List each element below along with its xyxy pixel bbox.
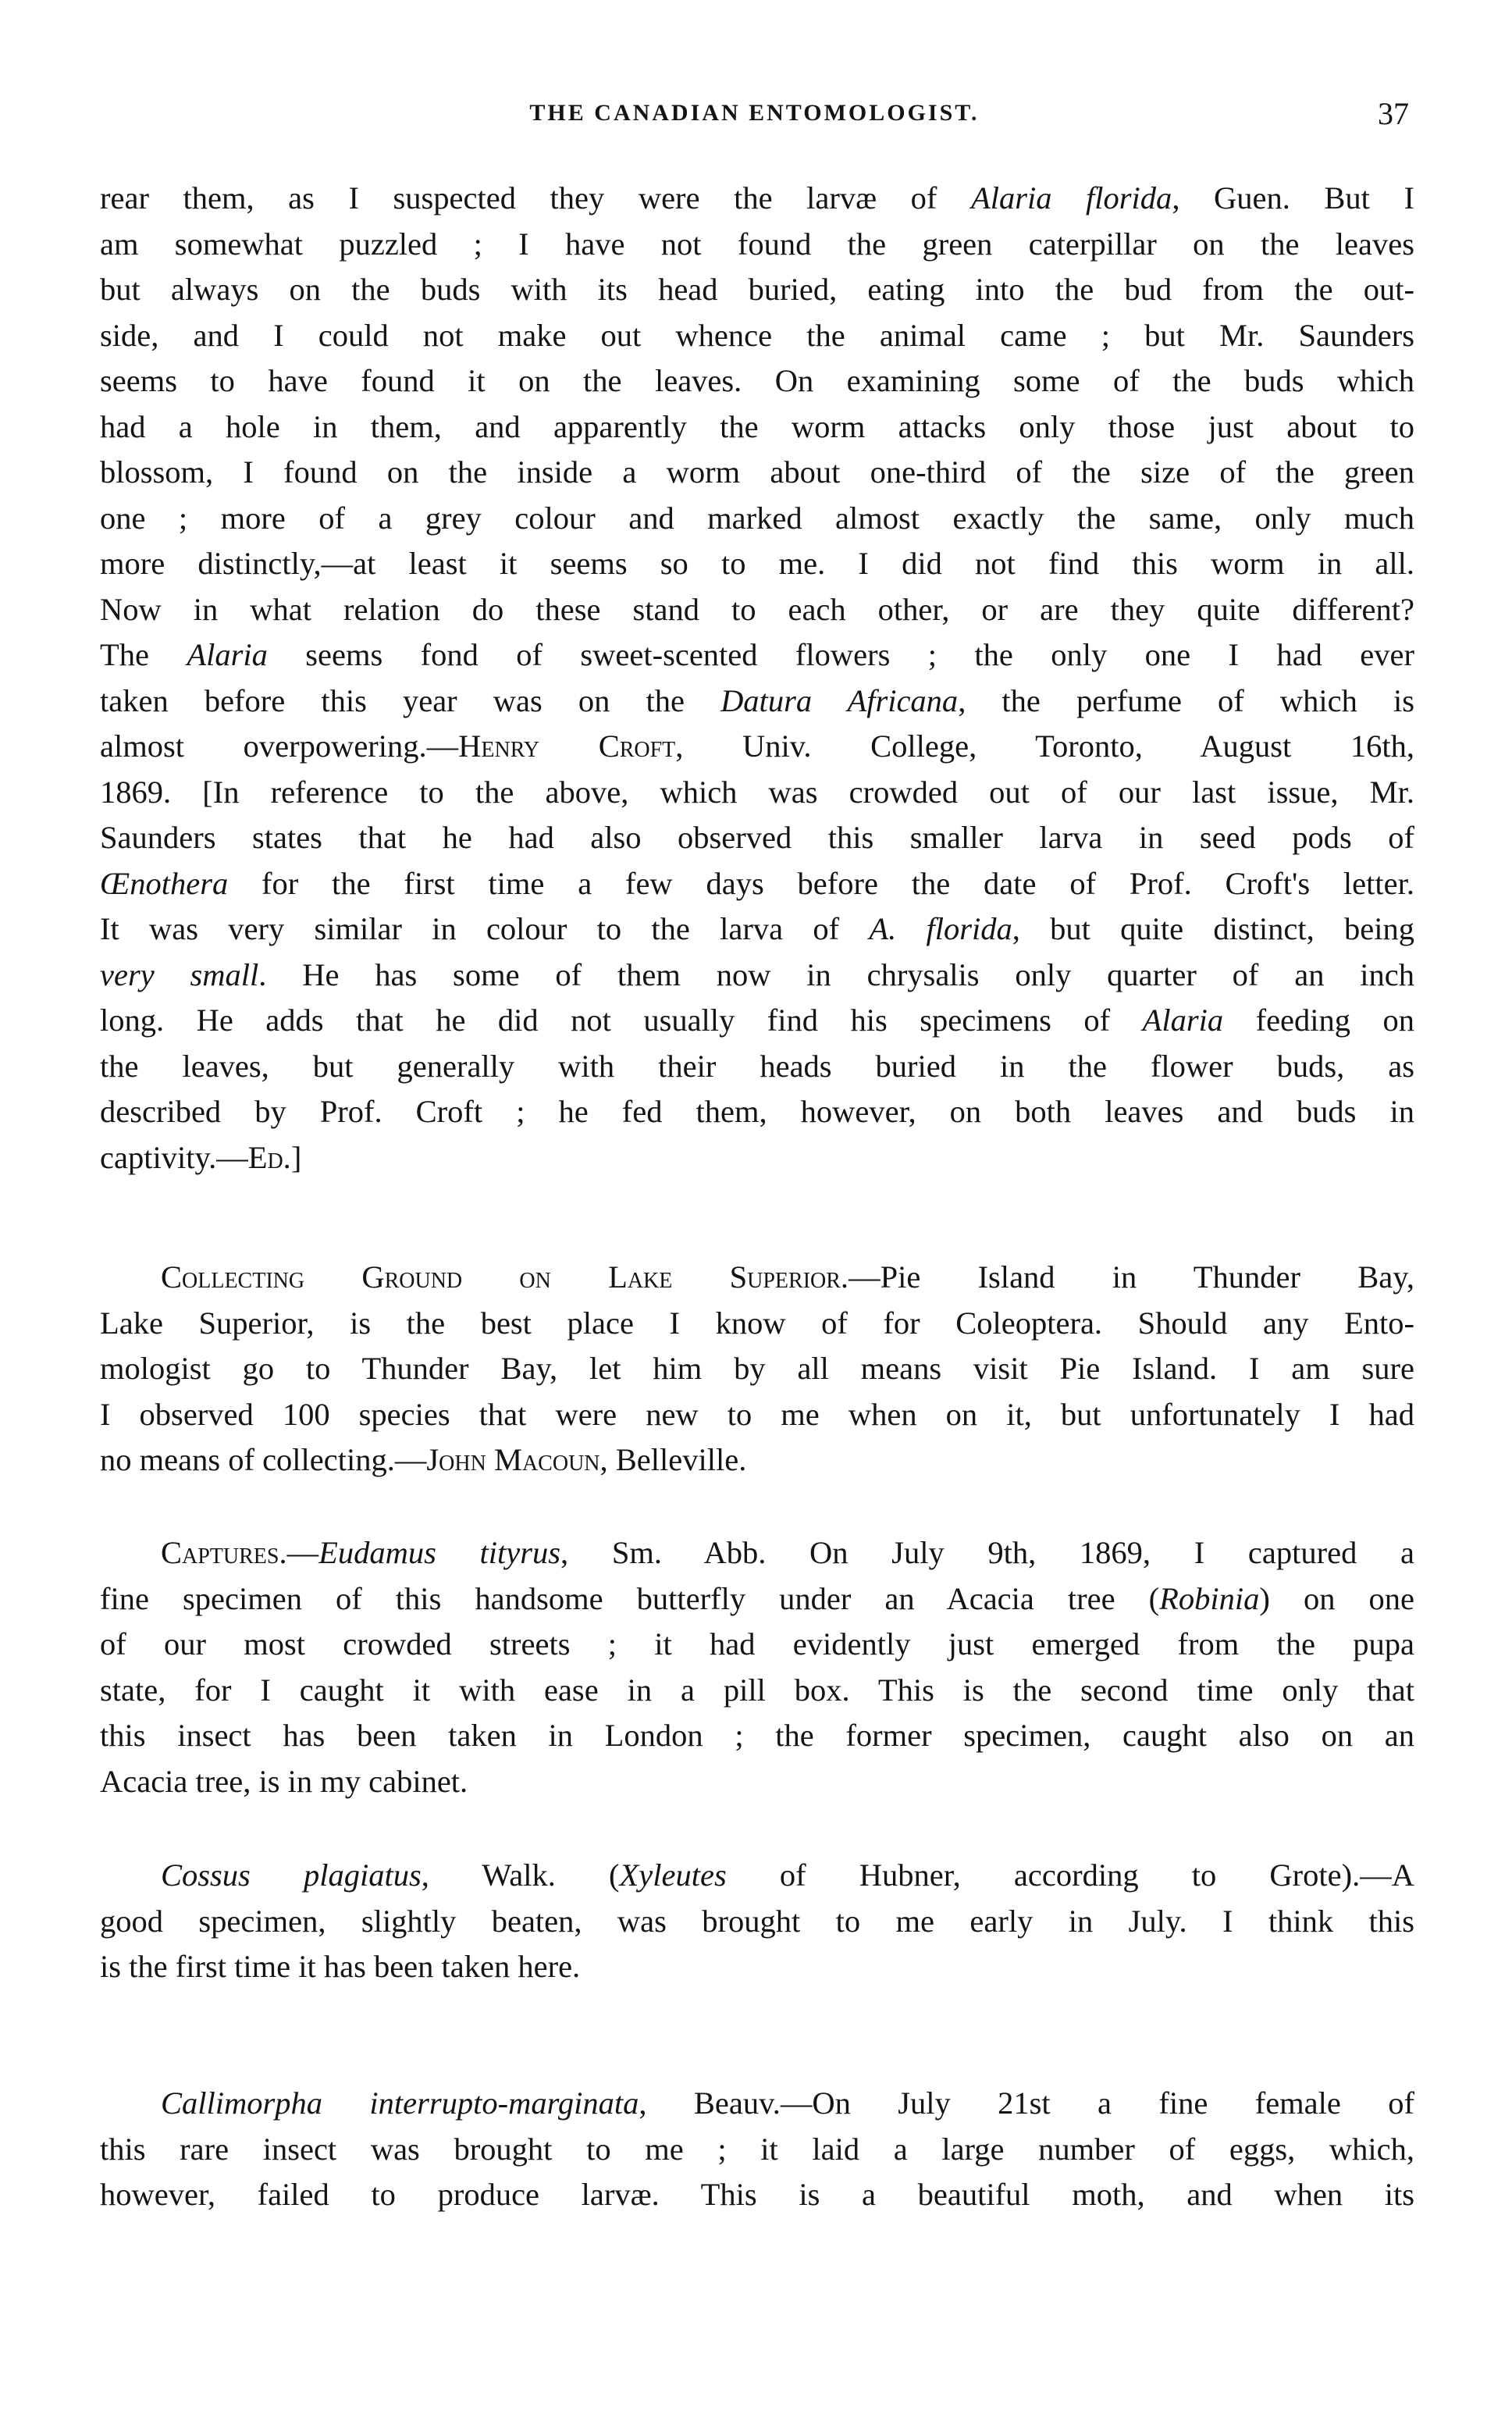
text-line: It was very similar in colour to the larva of A. florida, but quite distinct, being: [100, 911, 1414, 946]
text-line: this insect has been taken in London ; the former specimen, caught also on an: [100, 1718, 1414, 1753]
species-name: Robinia: [1159, 1580, 1260, 1616]
text-line: this rare insect was brought to me ; it laid a large number of eggs, which,: [100, 2131, 1414, 2167]
author-name: John Macoun: [426, 1442, 600, 1477]
text-line: the leaves, but generally with their heads buried in the flower buds, as: [100, 1048, 1414, 1084]
species-name: Datura Africana: [720, 682, 959, 718]
text-line: good specimen, slightly beaten, was brought to me early in July. I think this: [100, 1903, 1414, 1939]
text-line: Callimorpha interrupto-marginata, Beauv.—On July 21st a fine female of: [161, 2085, 1414, 2121]
text-line: I observed 100 species that were new to me when on it, but unfortunately I had: [100, 1396, 1414, 1432]
text-line: Cossus plagiatus, Walk. (Xyleutes of Hubner, according to Grote).—A: [161, 1857, 1414, 1893]
text-line: fine specimen of this handsome butterfly under an Acacia tree (Robinia) on one: [100, 1580, 1414, 1616]
emphasis: very small: [100, 956, 259, 992]
paragraph-cossus: [100, 1853, 1414, 1990]
species-name: Eudamus tityrus: [318, 1535, 561, 1570]
text-line: Lake Superior, is the best place I know of for Coleoptera. Should any Ento-: [100, 1305, 1414, 1341]
text-line: however, failed to produce larvæ. This is a beautiful moth, and when its: [100, 2177, 1414, 2212]
paragraph-callimorpha: [100, 2081, 1414, 2218]
species-name: Alaria: [1142, 1003, 1224, 1038]
species-name: Alaria florida: [970, 180, 1172, 215]
species-name: Callimorpha interrupto-marginata: [161, 2085, 639, 2121]
section-heading: Collecting Ground on Lake Superior.: [161, 1259, 849, 1295]
text-line: of our most crowded streets ; it had evidently just emerged from the pupa: [100, 1626, 1414, 1661]
text-line: captivity.—Ed.]: [100, 1139, 302, 1175]
page-header: [100, 96, 1409, 147]
text-line: no means of collecting.—John Macoun, Belleville.: [100, 1442, 747, 1477]
text-line: The Alaria seems fond of sweet-scented flowers ; the only one I had ever: [100, 637, 1414, 672]
text-line: had a hole in them, and apparently the worm attacks only those just about to: [100, 408, 1414, 444]
text-line: taken before this year was on the Datura Africana, the perfume of which is: [100, 682, 1414, 718]
text-line: seems to have found it on the leaves. On examining some of the buds which: [100, 363, 1414, 398]
page-number: 37: [1378, 96, 1409, 131]
text-line: but always on the buds with its head buried, eating into the bud from the out-: [100, 272, 1414, 307]
species-name: Œnothera: [100, 865, 229, 901]
text-line: Captures.—Eudamus tityrus, Sm. Abb. On July 9th, 1869, I captured a: [161, 1535, 1414, 1570]
text-line: Acacia tree, is in my cabinet.: [100, 1763, 468, 1799]
text-line: Now in what relation do these stand to each other, or are they quite different?: [100, 591, 1414, 627]
text-line: mologist go to Thunder Bay, let him by all means visit Pie Island. I am sure: [100, 1351, 1414, 1386]
editor-mark: Ed.: [247, 1139, 291, 1175]
species-name: Cossus plagiatus: [161, 1857, 422, 1893]
text-line: Saunders states that he had also observed this smaller larva in seed pods of: [100, 820, 1414, 855]
text-line: 1869. [In reference to the above, which was crowded out of our last issue, Mr.: [100, 774, 1414, 810]
text-line: almost overpowering.—Henry Croft, Univ. College, Toronto, August 16th,: [100, 728, 1414, 764]
text-line: Œnothera for the first time a few days before the date of Prof. Croft's letter.: [100, 865, 1414, 901]
text-line: blossom, I found on the inside a worm about one-third of the size of the green: [100, 454, 1414, 490]
text-line: am somewhat puzzled ; I have not found the green caterpillar on the leaves: [100, 226, 1414, 262]
species-name: Xyleutes: [619, 1857, 727, 1893]
species-name: A. florida: [869, 911, 1012, 946]
text-line: rear them, as I suspected they were the larvæ of Alaria florida, Guen. But I: [100, 180, 1414, 215]
text-line: is the first time it has been taken here.: [100, 1949, 581, 1984]
text-line: one ; more of a grey colour and marked almost exactly the same, only much: [100, 500, 1414, 536]
text-line: very small. He has some of them now in chrysalis only quarter of an inch: [100, 956, 1414, 992]
text-line: more distinctly,—at least it seems so to me. I did not find this worm in all.: [100, 546, 1414, 581]
section-heading: Captures.: [161, 1535, 287, 1570]
species-name: Alaria: [187, 637, 268, 672]
text-line: state, for I caught it with ease in a pill box. This is the second time only that: [100, 1672, 1414, 1708]
author-name: Henry Croft: [458, 728, 676, 764]
text-line: long. He adds that he did not usually find his specimens of Alaria feeding on: [100, 1003, 1414, 1038]
paragraph-collecting-ground: [100, 1255, 1414, 1483]
text-line: Collecting Ground on Lake Superior.—Pie Island in Thunder Bay,: [161, 1259, 1414, 1295]
text-line: described by Prof. Croft ; he fed them, however, on both leaves and buds in: [100, 1094, 1414, 1129]
paragraph-captures: [100, 1530, 1414, 1804]
paragraph-croft-letter: [100, 176, 1414, 1181]
running-title: THE CANADIAN ENTOMOLOGIST.: [529, 100, 980, 126]
text-line: side, and I could not make out whence the animal came ; but Mr. Saunders: [100, 317, 1414, 353]
